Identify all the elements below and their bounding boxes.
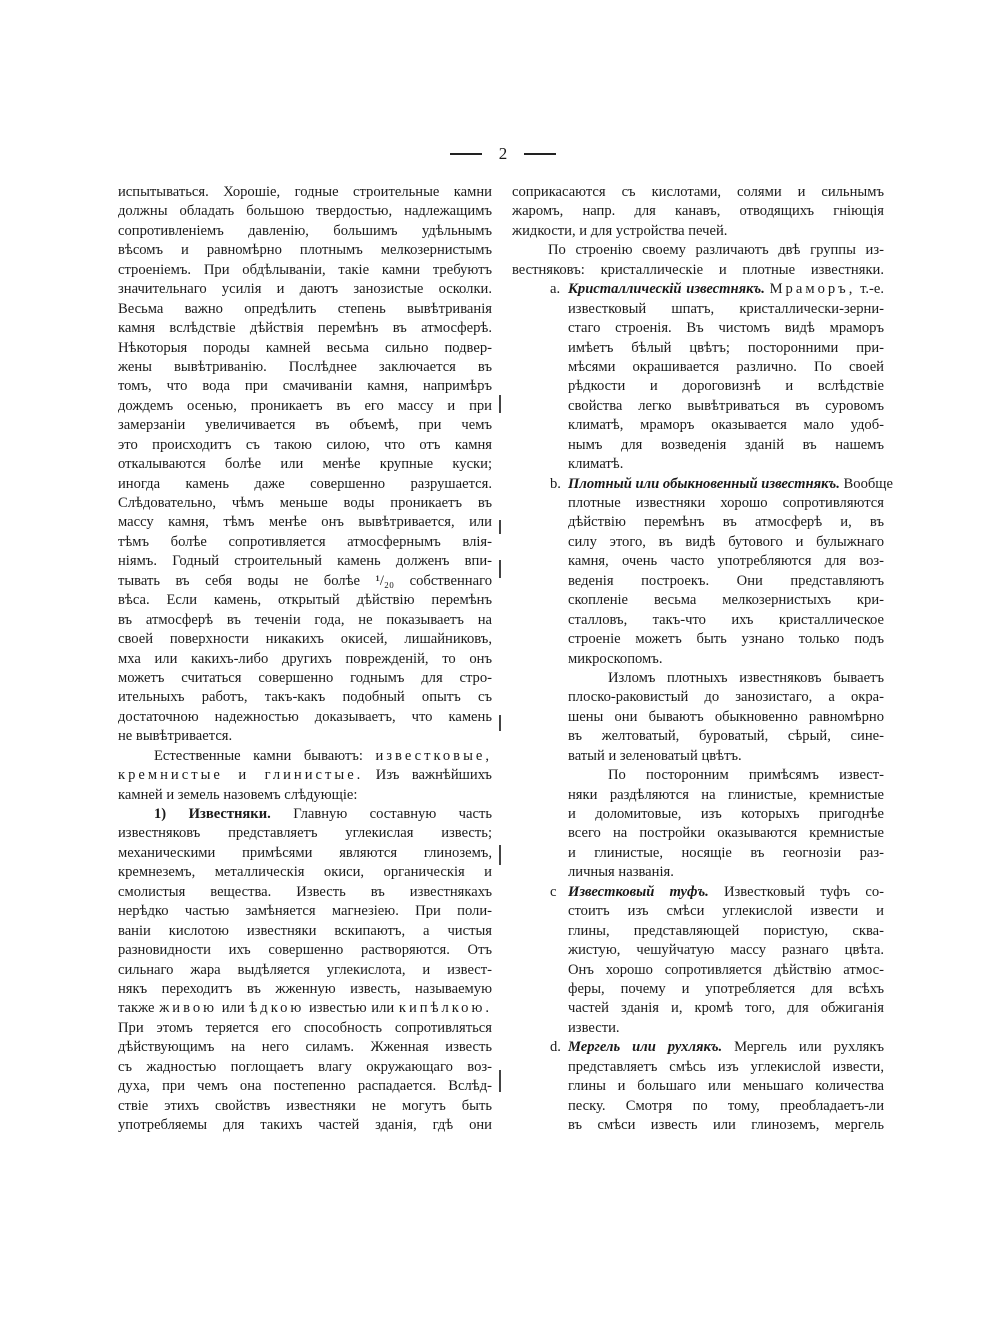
text-line (118, 999, 492, 1018)
text-line: сильнаго жара выдѣляется углекислота, и извест- (118, 961, 492, 978)
text-line: скопленіе весьма мелкозернистыхъ кри- (568, 592, 884, 609)
text-line: всего на постройки оказываются кремнистые (568, 825, 884, 842)
text-line (550, 1038, 884, 1057)
text-line: жистую, чешуйчатую массу разнаго цвѣта. (568, 942, 884, 959)
text-line: Весьма важно опредѣлить степень вывѣтриванія (118, 300, 492, 317)
text-line: механическими примѣсями являются глиноземъ, (118, 844, 492, 861)
text-line: въ желтоватый, буроватый, сѣрый, сине- (568, 728, 884, 745)
text-line: климатѣ. (568, 456, 624, 473)
text-line: употребляемы для такихъ частей зданія, гдѣ они (118, 1117, 492, 1133)
scan-artifact-mark (499, 715, 501, 731)
text-line: значительнаго усилія и даютъ занозистые осколки. (118, 281, 492, 298)
text-line (550, 475, 894, 494)
text-line (118, 805, 492, 824)
text-line: своей поверхности никакихъ окисей, лишайниковъ, (118, 631, 492, 648)
text-line: песку. Смотря по тому, преобладаетъ-ли (568, 1097, 884, 1114)
text-segment: Главную составную часть (270, 806, 492, 822)
text-line: въ атмосферѣ въ теченіи года, не показываетъ на (118, 611, 492, 628)
text-line: глины, представляющей пористую, сква- (568, 922, 884, 939)
text-line: соприкасаются съ кислотами, солями и сильнымъ (512, 184, 884, 200)
text-segment: 1) Известняки. (154, 806, 271, 822)
text-line: мѣсями окрашивается различно. По своей (568, 358, 884, 375)
text-line: строеніемъ. При обдѣлываніи, такіе камни требуютъ (118, 261, 492, 278)
text-line: известковый шпатъ, кристаллически-зерни- (568, 300, 884, 317)
decorative-rule (524, 153, 556, 155)
text-line: частей зданія и, кромѣ того, для обжиганія (568, 1000, 884, 1017)
text-line: Слѣдовательно, чѣмъ меньше воды проникаетъ въ (118, 495, 492, 511)
text-line: не вывѣтривается. (118, 728, 233, 745)
text-line: ніямъ. Годный строительный камень долженъ впи- (118, 553, 492, 570)
text-line: няки раздѣляются на глинистые, кремнистые (568, 786, 884, 803)
text-line: Нѣкоторыя породы камней весьма сильно подвер- (118, 339, 492, 356)
text-line: Онъ хорошо сопротивляется дѣйствію атмос- (568, 961, 884, 978)
text-segment: кремнистые и глинистые. (118, 767, 364, 784)
text-segment: известковые, (375, 747, 492, 764)
text-line: глины и большаго или меньшаго количества (568, 1078, 884, 1095)
text-segment: кипѣлкою. (398, 1000, 493, 1017)
text-line: стаго строенія. Въ чистомъ видѣ мраморъ (568, 320, 884, 337)
term-heading: Кристаллическій известнякъ. (568, 281, 765, 298)
text-line: При этомъ теряется его способность сопротивляться (118, 1019, 492, 1036)
text-line: камня вслѣдствіе дѣйствія перемѣнъ въ атмосферѣ. (118, 320, 492, 337)
text-segment: или (217, 1000, 250, 1017)
text-line: строеніе можетъ быть узнано только подъ (568, 631, 884, 648)
text-line: личныя названія. (568, 864, 674, 881)
scan-artifact-mark (499, 1070, 501, 1092)
text-line: шены они бываютъ обыкновенно равномѣрно (568, 708, 884, 725)
text-segment: живою (159, 1000, 218, 1017)
text-line: и доломитовые, изъ которыхъ пригоднѣе (568, 806, 884, 822)
text-line: тывать въ себя воды не болѣе ¹/₂₀ собственнаго (118, 572, 492, 589)
text-line: съ жадностью поглощаетъ влагу окружающаго воз- (118, 1058, 492, 1075)
text-line: дѣйствующимъ на него силамъ. Жженная известь (118, 1039, 492, 1056)
text-line: представляетъ смѣсь изъ углекислой извести, (568, 1058, 884, 1075)
text-line: вѣсомъ и равномѣрно плотнымъ мелкозернистымъ (118, 242, 492, 259)
text-line: жаромъ, напр. для канавъ, отводящихъ гніющія (512, 203, 884, 220)
text-line: известняковъ представляетъ углекислая известь; (118, 825, 492, 842)
scan-artifact-mark (499, 845, 501, 865)
text-line: можетъ считаться совершенно годнымъ для стро- (118, 669, 492, 686)
text-line: въ смѣси известь или глиноземъ, мергель (568, 1117, 884, 1133)
scan-artifact-mark (499, 395, 501, 413)
text-line: ватый и зеленоватый цвѣтъ. (568, 747, 742, 764)
left-text-column (118, 183, 492, 1135)
text-line: откалываются болѣе или менѣе крупные куски; (118, 456, 492, 473)
scan-artifact-mark (499, 560, 501, 578)
text-line: Изломъ плотныхъ известняковъ бываетъ (608, 669, 884, 686)
text-line: някъ переходитъ въ жженную известь, называемую (118, 980, 492, 997)
text-line: камня, очень часто употребляются для воз- (568, 553, 884, 570)
text-line: дѣйствію перемѣнъ въ атмосферѣ и, въ (568, 514, 884, 531)
text-line: По строенію своему различаютъ двѣ группы из- (548, 242, 884, 259)
text-line (118, 747, 492, 766)
text-line: плоско-раковистый до занозистаго, а окра- (568, 689, 884, 706)
text-line: духа, при чемъ она постепенно распадается. Вслѣд- (118, 1078, 492, 1095)
text-segment: Мергель или рухлякъ (722, 1039, 884, 1056)
text-line: сталловъ, такъ-что ихъ кристаллическое (568, 611, 884, 628)
text-line: испытываться. Хорошіе, годные строительные камни (118, 184, 492, 200)
text-line: имѣетъ бѣлый цвѣтъ; посторонними при- (568, 339, 884, 356)
text-line: силу этого, въ видѣ бутового и булыжнаго (568, 533, 884, 550)
text-segment: т.-е. (855, 281, 884, 298)
text-line: стоитъ изъ смѣси углекислой извести и (568, 903, 884, 920)
text-line: плотные известняки хорошо сопротивляются (568, 495, 884, 511)
term-heading: Плотный или обыкновенный известнякъ. (568, 475, 840, 492)
text-segment: Изъ важнѣйшихъ (363, 767, 492, 784)
text-line: тѣмъ болѣе сопротивляется атмосфернымъ влія- (118, 533, 492, 550)
text-line: жидкости, и для устройства печей. (512, 222, 728, 239)
text-line: ваніи кислотою известняки вскипаютъ, а чистыя (118, 922, 492, 939)
page-number-header (450, 143, 556, 165)
text-line: должны обладать большою твердостью, надлежащимъ (118, 203, 492, 220)
text-line: кремнеземъ, металлическія окиси, органическія и (118, 864, 492, 881)
decorative-rule (450, 153, 482, 155)
text-segment: Мраморъ, (769, 281, 856, 298)
text-line: достаточною надежностью доказываетъ, что камень (118, 708, 492, 725)
text-line (118, 766, 492, 785)
text-line: массу камня, тѣмъ менѣе онъ вывѣтривается, или (118, 514, 492, 531)
text-line: ствіе этихъ свойствъ известняки не могутъ быть (118, 1097, 492, 1114)
text-line (550, 883, 884, 902)
text-line: нерѣдко частью замѣняется магнезіею. При поли- (118, 903, 492, 920)
text-line: дождемъ осенью, проникаетъ въ его массу и при (118, 397, 492, 414)
term-heading: Мергель или рухлякъ. (568, 1039, 723, 1056)
text-segment: ѣдкою (249, 1000, 305, 1017)
term-heading: Известковый туфъ. (568, 883, 709, 900)
text-line (550, 280, 884, 299)
text-line: веденія построекъ. Они представляютъ (568, 572, 884, 589)
text-line: и глинистые, носящіе въ геогнозіи раз- (568, 844, 884, 861)
right-text-column (512, 183, 894, 1135)
text-line: свойства легко вывѣтриваться въ суровомъ (568, 397, 884, 414)
text-line: иногда камень даже совершенно разрушается. (118, 475, 492, 492)
text-line: это происходитъ съ такою силою, что отъ камня (118, 436, 492, 453)
text-line: феры, почему и употребляется для всѣхъ (568, 980, 884, 997)
text-line: сопротивленіемъ давленію, большимъ удѣльнымъ (118, 222, 492, 239)
list-item-label: c (550, 883, 557, 900)
text-line: разновидности ихъ совершенно растворяются. Отъ (118, 942, 492, 959)
text-line: томъ, что вода при смачиваніи камня, напримѣръ (118, 378, 492, 395)
text-line: смолистыя вещества. Известь въ известнякахъ (118, 883, 492, 900)
text-line: микроскопомъ. (568, 650, 663, 667)
page-number: 2 (498, 144, 508, 163)
text-line: ительныхъ работъ, такъ-какъ подобный опытъ съ (118, 689, 492, 706)
text-segment: Известковый туфъ со- (708, 883, 884, 900)
text-segment: известью или (304, 1000, 399, 1017)
list-item-label: a. (550, 281, 561, 298)
scan-artifact-mark (499, 520, 501, 534)
list-item-label: b. (550, 475, 561, 492)
text-line: замерзаніи увеличивается въ объемѣ, при чемъ (118, 417, 492, 434)
text-line: рѣдкости и дороговизнѣ и вслѣдствіе (568, 378, 884, 395)
text-line: По посторонним примѣсямъ извест- (608, 767, 884, 784)
text-line: извести. (568, 1019, 620, 1036)
text-line: жены вывѣтриванію. Послѣднее заключается въ (118, 358, 492, 375)
list-item-label: d. (550, 1039, 561, 1056)
text-line: мха или какихъ-либо другихъ поврежденій, то онъ (118, 650, 492, 667)
text-line: вестняковъ: кристаллическіе и плотные известняки. (512, 261, 884, 278)
text-line: вѣса. Если камень, открытый дѣйствію перемѣнъ (118, 592, 492, 609)
text-line: нымъ для возведенія зданій въ нашемъ (568, 436, 884, 453)
text-segment: Вообще (839, 475, 894, 492)
text-line: камней и земель назовемъ слѣдующіе: (118, 786, 358, 803)
text-segment: также (118, 1000, 160, 1017)
text-segment: Естественные камни бываютъ: (154, 747, 376, 764)
text-line: климатѣ, мраморъ оказывается мало удоб- (568, 417, 884, 434)
